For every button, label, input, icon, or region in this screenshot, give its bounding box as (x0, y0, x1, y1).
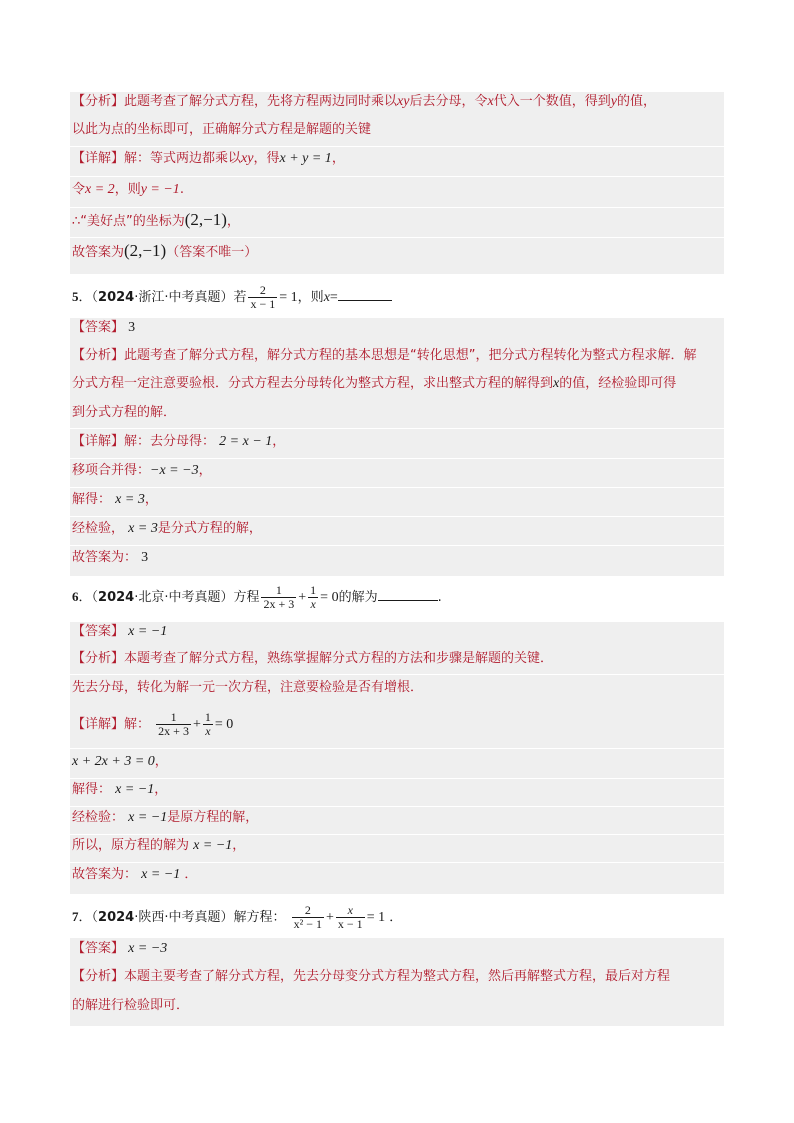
question-dot: ． (78, 290, 92, 305)
numerator: 1 (204, 710, 211, 724)
answer-value: 3 (128, 320, 136, 335)
question-text: ·浙江·中考真题）若 (134, 290, 247, 305)
detail-text: 是分式方程的解， (157, 521, 262, 536)
detail-line-1 (72, 150, 345, 168)
detail-text: 故答案为 (72, 245, 125, 260)
fraction (308, 584, 318, 611)
divider (70, 806, 724, 807)
detail-text: 解： (124, 717, 151, 732)
divider (70, 545, 724, 546)
analysis-text: 本题主要考查了解分式方程，先去分母变分式方程为整式方程，然后再解整式方程，最后对方程 (124, 969, 671, 984)
detail-text: 所以，原方程的解为 (72, 838, 190, 853)
math-var: y (610, 94, 617, 109)
equation: = 1 (279, 290, 298, 305)
fraction (336, 904, 365, 931)
detail-text: ， (331, 151, 345, 166)
detail-text: （答案不唯一） (166, 245, 258, 260)
equation: x = −1 (193, 838, 233, 853)
detail-text: ， (226, 214, 240, 229)
divider (70, 458, 724, 459)
detail-line-2 (72, 181, 184, 199)
question-text: 的解为 (338, 590, 378, 605)
math-var: xy (241, 151, 254, 166)
divider (70, 487, 724, 488)
answer-tag: 【答案】 (72, 941, 125, 956)
source-year: 2024 (98, 590, 135, 605)
fraction (203, 711, 213, 738)
equation: y = −1 (140, 182, 180, 197)
question-end: ． (389, 910, 403, 925)
detail-text: 解得： (72, 782, 112, 797)
math-var: x (553, 376, 560, 391)
analysis-text: 此题考查了解分式方程，先将方程两边同时乘以 (124, 94, 398, 109)
analysis-line-2: 的解进行检验即可． (72, 998, 190, 1013)
math-var: xy (397, 94, 410, 109)
detail-text: ， (232, 838, 246, 853)
analysis-text: 代入一个数值，得到 (493, 94, 611, 109)
analysis-line-1 (72, 93, 656, 111)
answer-tag: 【答案】 (72, 320, 125, 335)
detail-text: ， (198, 463, 212, 478)
divider (70, 207, 724, 208)
divider (70, 237, 724, 238)
answer-line (72, 319, 135, 337)
numerator: 2 (259, 283, 266, 297)
numerator: 1 (170, 710, 177, 724)
plus-sign: + (298, 590, 307, 605)
detail-text: 解得： (72, 492, 112, 507)
question-6 (72, 584, 442, 611)
analysis-line-3: 到分式方程的解． (72, 405, 177, 420)
detail-line-4 (72, 809, 258, 827)
detail-text: 故答案为： (72, 550, 138, 565)
detail-text: 是原方程的解， (167, 810, 259, 825)
answer-value: x = −3 (128, 941, 168, 956)
analysis-line-2 (72, 375, 676, 393)
question-text: ·北京·中考真题）方程 (134, 590, 260, 605)
denominator: x − 1 (337, 917, 363, 931)
answer-line (72, 623, 167, 641)
equation: x + y = 1 (279, 151, 332, 166)
analysis-line-2: 先去分母，转化为解一元一次方程，注意要检验是否有增根． (72, 680, 424, 695)
equation: = 0 (214, 717, 234, 732)
detail-line-2 (72, 462, 212, 480)
analysis-tag: 【分析】 (72, 94, 125, 109)
analysis-line-1 (72, 968, 670, 986)
fraction (248, 284, 277, 311)
coordinate: (2,−1) (124, 241, 167, 260)
detail-text: 经检验， (72, 521, 125, 536)
detail-text: 故答案为： (72, 867, 138, 882)
divider (70, 778, 724, 779)
denominator: x² − 1 (293, 917, 322, 931)
detail-line-1 (72, 708, 233, 742)
question-text: ，则 (297, 290, 324, 305)
denominator: x − 1 (250, 297, 276, 311)
coordinate: (2,−1) (184, 210, 227, 229)
math-var: x (487, 94, 494, 109)
divider (70, 674, 724, 675)
divider (70, 428, 724, 429)
divider (70, 862, 724, 863)
detail-text: 解：等式两边都乘以 (124, 151, 242, 166)
question-number: 6 (72, 589, 79, 604)
equation: x = −1 (115, 782, 155, 797)
analysis-text: 分式方程一定注意要验根．分式方程去分母转化为整式方程，求出整式方程的解得到 (72, 376, 554, 391)
detail-text: 解：去分母得： (124, 434, 216, 449)
analysis-text: 的值，经检验即可得 (559, 376, 677, 391)
numerator: 2 (304, 903, 311, 917)
fraction (292, 904, 324, 931)
denominator: x (203, 724, 213, 738)
equation: = 0 (320, 590, 339, 605)
divider (70, 176, 724, 177)
analysis-text: 本题考查了解分式方程，熟练掌握解分式方程的方法和步骤是解题的关键． (124, 651, 554, 666)
detail-line-3 (72, 781, 167, 799)
detail-text: ， (144, 492, 158, 507)
question-number: 7 (72, 909, 79, 924)
detail-tag: 【详解】 (72, 151, 125, 166)
detail-text: 经检验： (72, 810, 125, 825)
answer-line (72, 940, 167, 958)
detail-line-2 (72, 753, 168, 771)
analysis-line-2: 以此为点的坐标即可，正确解分式方程是解题的关键 (72, 122, 372, 137)
detail-text: ∴“美好点”的坐标为 (72, 214, 185, 229)
denominator: x (308, 597, 318, 611)
detail-line-1 (72, 433, 285, 451)
fraction (156, 711, 191, 738)
analysis-tag: 【分析】 (72, 969, 125, 984)
fraction (261, 584, 296, 611)
detail-tag: 【详解】 (72, 434, 125, 449)
analysis-line-1 (72, 347, 697, 365)
equation: x = 2 (85, 182, 115, 197)
math-var: x (323, 290, 330, 305)
detail-line-4 (72, 242, 257, 262)
source-year: 2024 (98, 910, 135, 925)
analysis-text: 此题考查了解分式方程，解分式方程的基本思想是“转化思想”，把分式方程转化为整式方程求解．解 (124, 348, 697, 363)
analysis-tag: 【分析】 (72, 651, 125, 666)
question-number: 5 (72, 289, 79, 304)
detail-line-5 (72, 837, 245, 855)
detail-text: ，得 (253, 151, 280, 166)
equation: = 1 (366, 910, 386, 925)
source-paren: （ (91, 910, 99, 925)
detail-line-6 (72, 866, 197, 884)
detail-tag: 【详解】 (72, 717, 125, 732)
denominator: 2x + 3 (263, 597, 295, 611)
divider (70, 834, 724, 835)
answer-value: x = −1 (128, 624, 168, 639)
detail-text: ，则 (114, 182, 141, 197)
source-year: 2024 (98, 290, 135, 305)
answer-value: 3 (141, 550, 149, 565)
source-paren: （ (91, 590, 99, 605)
detail-line-5 (72, 549, 148, 567)
question-5 (72, 284, 392, 311)
question-dot: ． (78, 910, 92, 925)
equation: x = 3 (115, 492, 145, 507)
equation: x = 3 (128, 521, 158, 536)
detail-text: . (179, 182, 184, 197)
analysis-text: 的值， (616, 94, 656, 109)
answer-tag: 【答案】 (72, 624, 125, 639)
detail-text: ， (154, 754, 168, 769)
denominator: 2x + 3 (158, 724, 189, 738)
detail-line-3 (72, 211, 240, 231)
equation: −x = −3 (150, 463, 199, 478)
divider (70, 516, 724, 517)
detail-line-4 (72, 520, 262, 538)
numerator: 1 (310, 583, 317, 597)
question-dot: ． (78, 590, 92, 605)
question-end: . (437, 590, 442, 605)
equation: 2 = x − 1 (219, 434, 273, 449)
detail-line-3 (72, 491, 158, 509)
equation: x + 2x + 3 = 0 (72, 754, 155, 769)
equation: x = −1 (128, 810, 168, 825)
divider (70, 748, 724, 749)
answer-blank[interactable] (378, 588, 438, 601)
detail-text: 移项合并得： (72, 463, 151, 478)
question-text: ·陕西·中考真题）解方程： (134, 910, 286, 925)
equation: x = −1 (141, 867, 181, 882)
detail-text: ． (184, 867, 198, 882)
detail-text: 令 (72, 182, 86, 197)
divider (70, 146, 724, 147)
answer-blank[interactable] (338, 288, 392, 301)
detail-text: ， (154, 782, 168, 797)
source-paren: （ (91, 290, 99, 305)
numerator: 1 (275, 583, 282, 597)
equals: = (329, 290, 338, 305)
plus-sign: + (192, 717, 201, 732)
analysis-tag: 【分析】 (72, 348, 125, 363)
analysis-text: 后去分母，令 (409, 94, 488, 109)
plus-sign: + (326, 910, 334, 925)
numerator: x (347, 903, 353, 917)
detail-text: ， (272, 434, 286, 449)
analysis-line-1 (72, 650, 553, 668)
question-7 (72, 904, 402, 931)
